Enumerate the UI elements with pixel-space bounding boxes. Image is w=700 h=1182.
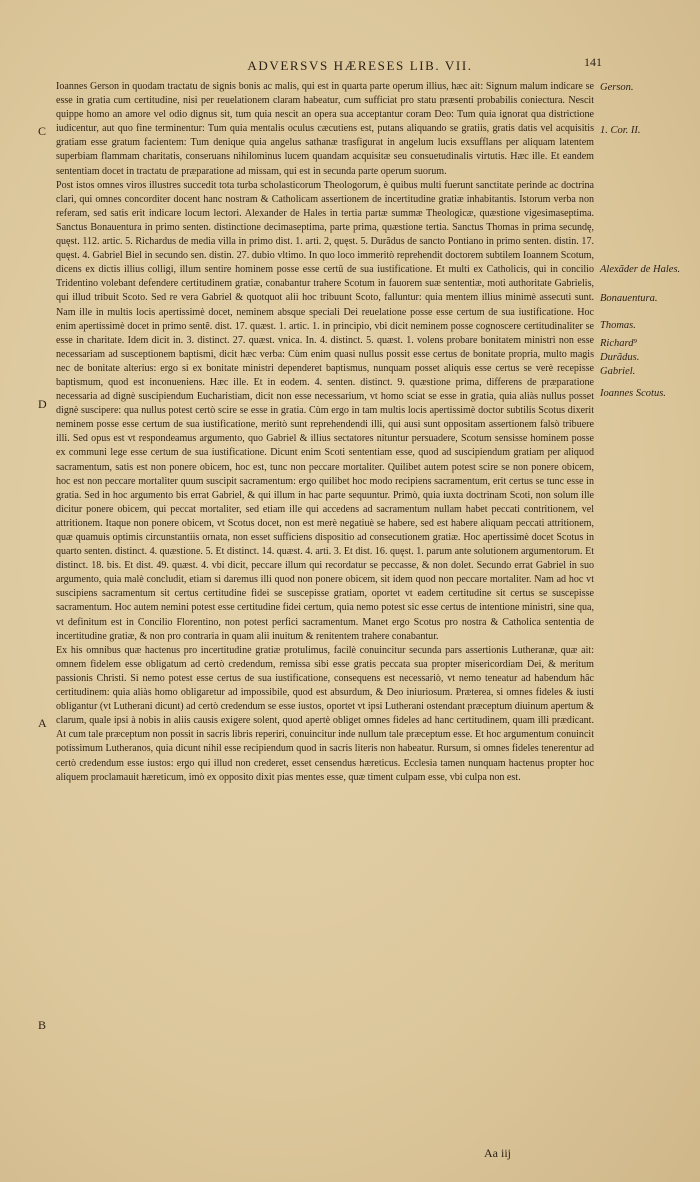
margin-gloss: 1. Cor. II. <box>600 125 641 136</box>
margin-gloss: Alexãder de Hales. <box>600 264 681 275</box>
running-head: ADVERSVS HÆRESES LIB. VII. <box>247 58 473 73</box>
paragraph: Ex his omnibus quæ hactenus pro incertitudine gratiæ protulimus, facilè conuincitur secunda pars assertionis Lutheranæ, quæ ait: omnem fidelem esse obligatum ad certò credendum, remissa sibi esse gratis peccata sua propter misericordiam Dei, & meritum passionis Christi. Si nemo potest esse certus de sua iustificatione, consequens est necessariò, vt nemo teneatur ad habendum hãc certitudinem: quia aliàs homo obligaretur ad impossibile, quod est absurdum, & Deo iniuriosum. Præterea, si omnes fideles & iusti obligantur (vt Lutherani dicunt) ad certò credendum se esse iustos, oportet vt ipsi Lutherani ostendant præceptum diuinum apertum & clarum, quale ipsi à nobis in aliis causis exigere solent, quod apertè obliget omnes fideles ad hanc certitudinem, quam illi prædicant. At cum tale præceptum non possit in sacris libris reperiri, conuincitur inde nullum tale præceptum esse. Et hoc argumentum conuincit potissimum Lutheranos, quia dicunt nihil esse recipiendum quod in sacris literis non habeatur. Rursum, si omnes fideles tenerentur ad certò credendum esse iustos: ergo qui illud non crederet, esset censendus hæreticus. Ecclesia tamen nunquam hactenus propter hoc aliquem proclamauit hæreticum, imò ex opposito dixit pias mentes esse, quæ timent culpam esse, vbi culpa non est. <box>56 644 594 783</box>
section-letter: C <box>38 124 47 138</box>
section-letter: D <box>38 397 47 411</box>
folio-number: 141 <box>584 55 602 69</box>
margin-gloss: Ioannes Scotus. <box>600 388 666 399</box>
margin-gloss: Bonauentura. <box>600 293 658 304</box>
margin-gloss: Gerson. <box>600 82 634 93</box>
section-letter: A <box>38 716 47 730</box>
margin-gloss: Durãdus. <box>600 352 640 363</box>
margin-gloss: Thomas. <box>600 320 636 331</box>
paragraph: Post istos omnes viros illustres succedit tota turba scholasticorum Theologorum, è quibus multi fuerunt sanctitate perinde ac doctrina clari, qui omnes concorditer docent hanc nostram & Catholicam assertionem de incertitudine gratiæ inhabitantis. Istorum verba non referam, sed satis erit indicare locum lectori. Alexander de Hales in tertia partæ summæ Theologicæ, quæstione vigesimaseptima. Sanctus Bonauentura in primo senten. distinctione decimaseptima, parte prima, quæstione tertia. Sanctus Thomas in prima secundę, quęst. 112. artic. 5. Richardus de media villa in primo dist. 1. arti. 2, quęst. 5. Durãdus de sancto Pontiano in primo senten. distin. 17. quęst. 4. Gabriel Biel in secundo sen. distin. 27. dubio vltimo. In quo loco immeritò reprehendit doctorem subtilem Ioannem Scotum, dicens ex dictis illius colligi, illum sentire hominem posse esse certũ de sua iustificatione. Et multi ex Catholicis, qui in concilio Tridentino volebant defendere certitudinem gratiæ, conabantur trahere Scotum in fauorem suæ sententiæ, moti authoritate Gabrielis, qui illud tribuit Scoto. Sed re vera Gabriel & quotquot alii hoc tribuunt Scoto, falluntur: quia mentem illius minimè assecuti sunt. Nam ille in multis locis apertissimè docet, neminem absque speciali Dei reuelatione posse esse certum de sua iustificatione. Hoc enim apertissimè docet in primo sentẽ. dist. 17. quæst. 1. artic. 1. in principio, vbi dicit neminem posse cognoscere certitudinaliter se esse in charitate. Idem dicit in. 3. distinct. 27. quæst. vnica. In. 4. distinct. 5. quæst. 1. volens probare bonitatem ministri non esse necessariam ad susceptionem baptismi, dicit hæc verba: Cùm enim quasi nullus possit esse certus de bonitate propria, multo magis nec de bonitate alterius: ergo si ex bonitate ministri dependeret baptismus, nunquam posset aliquis esse certus se verè recepisse baptismum, quod est inconueniens. Hæc ille. Et in eodem. 4. senten. distinct. 9. quæstione prima, differens de præparatione necessaria ad dignè suscipiendum Eucharistiam, dicit non esse necessarium, vt homo sciat se esse in gratia, quia aliàs nullus posset dignè suscipere: qua nullus potest certò scire se esse in gratia. Cùm ergo in tam multis locis apertissimè doctor subtilis Scotus dixerit neminem posse esse certum de sua iustificatione, meritò sunt reprehendendi illi, qui ausi sunt oppositam assertionem falsò tribuere illi. Sed opus est vt respondeamus argumento, quo Gabriel & illius sectatores nituntur persuadere, Scotum sensisse hominem posse ex communi lege esse certum de sua iustificatione. Dicunt enim Scoti sententiam esse, quod ad suscipiendum gratiam per aliquod sacramentum, satis est non ponere obicem, hoc est, tunc non peccare mortaliter. Quilibet autem potest scire se non ponere obicem, hoc est non peccare mortaliter quum suscipit sacramentum: ergo quilibet hoc modo recipiens sacramentum, erit certus se tunc esse in gratia. Sed in hoc argumento bis errat Gabriel, & qui illum in hac parte sequuntur. Primò, quia iuxta doctrinam Scoti, non solum ille dicitur ponere obicem, qui peccat mortaliter, sed etiam ille qui accedens ad sacramentum nullam habet peccati contritionem, vel attritionem. Itaque non ponere obicem, vt Scotus docet, non est merè negatiuè se habere, sed est habere aliquam peccati attritionem, quæ quamuis optimis circunstantiis ornata, non esset sufficiens dispositio ad consecutionem gratiæ. Hoc apertissimè docet Scotus in quarto senten. distinct. 4. quæstione. 5. Et distinct. 14. quæst. 4. arti. 3. Et dist. 16. quęst. 1. parum ante solutionem argumentorum. Et distinct. 18. bis. Et dist. 49. quæst. 4. vbi dicit, peccare illum qui recordatur se peccasse, & non dolet. Secundo errat Gabriel in suo argumento, quia malè concludit, etiam si daremus illi quod non ponere obicem, sit idem quod non peccare mortaliter. Nam ad hoc vt suscipiens sacramentum sit certus certitudine fidei se suscepisse gratiam, oportet vt eadem certitudine sit certus se suscepisse sacramentum. Hoc autem nemini potest esse certitudine fidei certum, quia nemo potest sic esse certus de intentione ministri, sine qua, vt definitum est in Concilio Florentino, non potest perfici sacramentum. Manet ergo Scotus pro nostra & Catholica sententia de incertitudine gratiæ, & non pro contraria in quam alii inuitum & renitentem trahere conabantur. <box>56 179 594 642</box>
body-text <box>56 80 594 785</box>
margin-gloss: Gabriel. <box>600 366 636 377</box>
section-letter: B <box>38 1018 47 1032</box>
margin-gloss: Richard⁹ <box>600 338 638 349</box>
signature-mark: Aa iij <box>484 1146 511 1160</box>
paragraph: Ioannes Gerson in quodam tractatu de signis bonis ac malis, qui est in quarta parte operum illius, hæc ait: Signum malum indicare se esse in gratia cum certitudine, nisi per reuelationem claram habeatur, cum sufficiat pro statu præsenti probabilis coniectura. Nescit quippe homo an amore vel odio dignus sit, tum quia nescit an opera sua acceptantur coram Deo: Tum quia ignorat qua districtione iudicentur, aut quo fine terminentur: Tum quia mentalis oculus cæcutiens est, putans aliquando se gratiis, gratis datis vel acquisitis gratiam esse gratum facientem: Tum denique quia angelus sathanæ trasfigurat in angelum lucis exsufflans per aliquam latentem superbiam flammam charitatis, conseruans nihilominus lucem quandam acquisitæ seu consuetudinalis virtutis. Hæc ille. Et eandem sententiam docet in tractatu de præparatione ad missam, qui est in secunda parte operum suorum. <box>56 81 594 177</box>
